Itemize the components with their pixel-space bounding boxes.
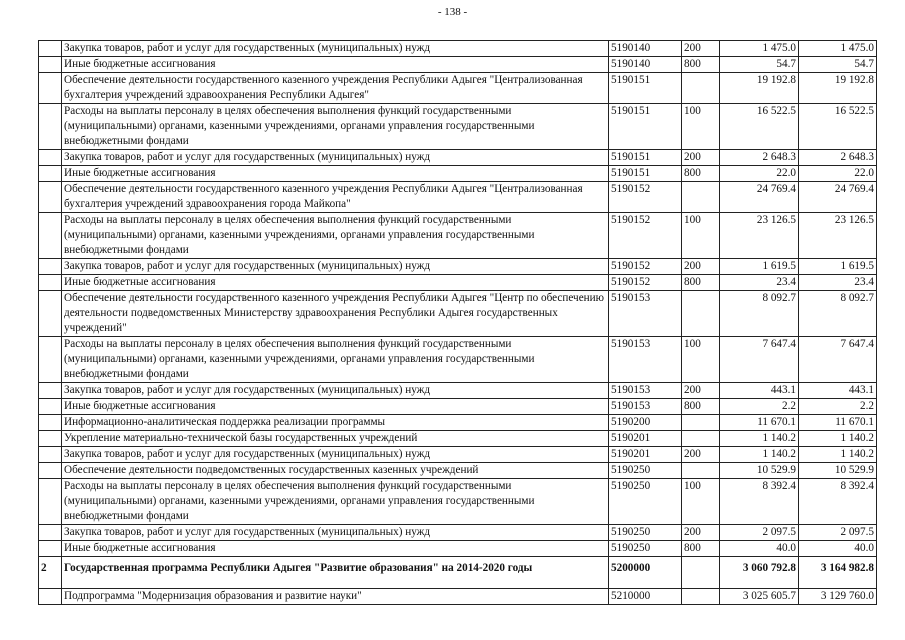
amount-year-2: 16 522.5 <box>799 104 877 150</box>
table-row <box>39 557 877 589</box>
row-number <box>39 275 62 291</box>
amount-year-2: 1 140.2 <box>799 447 877 463</box>
expense-name: Расходы на выплаты персоналу в целях обеспечения выполнения функций государственными (муниципальными) органами, казенными учреждениями, органами управления государственными внебюджетными фондами <box>62 213 609 259</box>
table-row <box>39 259 877 275</box>
expense-name: Иные бюджетные ассигнования <box>62 166 609 182</box>
expense-type-code: 800 <box>682 57 720 73</box>
expense-type-code <box>682 463 720 479</box>
table-row <box>39 291 877 337</box>
amount-year-1: 19 192.8 <box>720 73 799 104</box>
table-row <box>39 57 877 73</box>
expense-type-code <box>682 557 720 589</box>
page-number: - 138 - <box>437 6 468 18</box>
expense-type-code: 100 <box>682 337 720 383</box>
expense-name: Иные бюджетные ассигнования <box>62 57 609 73</box>
amount-year-2: 2 097.5 <box>799 525 877 541</box>
row-number <box>39 57 62 73</box>
target-article-code: 5190153 <box>609 399 682 415</box>
table-row <box>39 383 877 399</box>
expense-type-code <box>682 589 720 605</box>
amount-year-1: 16 522.5 <box>720 104 799 150</box>
table-row <box>39 525 877 541</box>
expense-type-code: 100 <box>682 479 720 525</box>
amount-year-2: 2 648.3 <box>799 150 877 166</box>
expense-type-code: 200 <box>682 150 720 166</box>
amount-year-1: 23.4 <box>720 275 799 291</box>
target-article-code: 5190201 <box>609 447 682 463</box>
expense-name: Иные бюджетные ассигнования <box>62 275 609 291</box>
target-article-code: 5190250 <box>609 525 682 541</box>
row-number <box>39 104 62 150</box>
expense-type-code <box>682 291 720 337</box>
target-article-code: 5190152 <box>609 182 682 213</box>
expense-name: Укрепление материально-технической базы государственных учреждений <box>62 431 609 447</box>
target-article-code: 5190152 <box>609 275 682 291</box>
table-row <box>39 104 877 150</box>
expense-name: Иные бюджетные ассигнования <box>62 541 609 557</box>
amount-year-1: 1 475.0 <box>720 41 799 57</box>
amount-year-2: 8 392.4 <box>799 479 877 525</box>
target-article-code: 5190153 <box>609 383 682 399</box>
amount-year-2: 24 769.4 <box>799 182 877 213</box>
expense-type-code: 800 <box>682 166 720 182</box>
amount-year-1: 54.7 <box>720 57 799 73</box>
target-article-code: 5190152 <box>609 213 682 259</box>
amount-year-1: 3 025 605.7 <box>720 589 799 605</box>
row-number <box>39 383 62 399</box>
target-article-code: 5190250 <box>609 479 682 525</box>
amount-year-1: 11 670.1 <box>720 415 799 431</box>
target-article-code: 5190152 <box>609 259 682 275</box>
table-row <box>39 275 877 291</box>
target-article-code: 5190153 <box>609 337 682 383</box>
target-article-code: 5210000 <box>609 589 682 605</box>
expense-type-code: 200 <box>682 41 720 57</box>
target-article-code: 5190201 <box>609 431 682 447</box>
amount-year-1: 2.2 <box>720 399 799 415</box>
expense-type-code: 200 <box>682 447 720 463</box>
amount-year-1: 23 126.5 <box>720 213 799 259</box>
amount-year-1: 40.0 <box>720 541 799 557</box>
row-number <box>39 431 62 447</box>
expense-name: Закупка товаров, работ и услуг для государственных (муниципальных) нужд <box>62 150 609 166</box>
expense-name: Государственная программа Республики Адыгея "Развитие образования" на 2014-2020 годы <box>62 557 609 589</box>
row-number <box>39 291 62 337</box>
expense-name: Обеспечение деятельности государственного казенного учреждения Республики Адыгея "Централизованная бухгалтерия учреждений здравоохранения города Майкопа" <box>62 182 609 213</box>
row-number <box>39 447 62 463</box>
target-article-code: 5190250 <box>609 541 682 557</box>
expense-name: Расходы на выплаты персоналу в целях обеспечения выполнения функций государственными (муниципальными) органами, казенными учреждениями, органами управления государственными внебюджетными фондами <box>62 104 609 150</box>
target-article-code: 5190151 <box>609 104 682 150</box>
expense-type-code: 100 <box>682 213 720 259</box>
target-article-code: 5190140 <box>609 57 682 73</box>
table-row <box>39 415 877 431</box>
amount-year-2: 3 164 982.8 <box>799 557 877 589</box>
expense-type-code: 800 <box>682 399 720 415</box>
amount-year-1: 22.0 <box>720 166 799 182</box>
amount-year-1: 8 392.4 <box>720 479 799 525</box>
amount-year-1: 2 648.3 <box>720 150 799 166</box>
amount-year-2: 7 647.4 <box>799 337 877 383</box>
expense-type-code: 800 <box>682 275 720 291</box>
expense-type-code <box>682 415 720 431</box>
amount-year-1: 1 619.5 <box>720 259 799 275</box>
table-row <box>39 41 877 57</box>
budget-table-body <box>39 41 877 605</box>
expense-name: Иные бюджетные ассигнования <box>62 399 609 415</box>
table-row <box>39 447 877 463</box>
table-row <box>39 431 877 447</box>
table-row <box>39 182 877 213</box>
table-row <box>39 479 877 525</box>
row-number <box>39 166 62 182</box>
expense-name: Информационно-аналитическая поддержка реализации программы <box>62 415 609 431</box>
expense-name: Закупка товаров, работ и услуг для государственных (муниципальных) нужд <box>62 525 609 541</box>
amount-year-2: 2.2 <box>799 399 877 415</box>
row-number <box>39 589 62 605</box>
row-number <box>39 337 62 383</box>
expense-type-code: 800 <box>682 541 720 557</box>
table-row <box>39 463 877 479</box>
expense-type-code: 200 <box>682 525 720 541</box>
table-row <box>39 399 877 415</box>
target-article-code: 5200000 <box>609 557 682 589</box>
amount-year-2: 54.7 <box>799 57 877 73</box>
target-article-code: 5190151 <box>609 166 682 182</box>
expense-name: Закупка товаров, работ и услуг для государственных (муниципальных) нужд <box>62 259 609 275</box>
expense-name: Обеспечение деятельности государственного казенного учреждения Республики Адыгея "Центр по обеспечению деятельности подведомственных Министерству здравоохранения Республики Адыгея государственных учреждений" <box>62 291 609 337</box>
amount-year-2: 1 619.5 <box>799 259 877 275</box>
expense-name: Расходы на выплаты персоналу в целях обеспечения выполнения функций государственными (муниципальными) органами, казенными учреждениями, органами управления государственными внебюджетными фондами <box>62 337 609 383</box>
row-number <box>39 415 62 431</box>
amount-year-2: 3 129 760.0 <box>799 589 877 605</box>
row-number <box>39 399 62 415</box>
expense-name: Расходы на выплаты персоналу в целях обеспечения выполнения функций государственными (муниципальными) органами, казенными учреждениями, органами управления государственными внебюджетными фондами <box>62 479 609 525</box>
row-number <box>39 41 62 57</box>
amount-year-2: 443.1 <box>799 383 877 399</box>
amount-year-2: 40.0 <box>799 541 877 557</box>
expense-type-code: 200 <box>682 259 720 275</box>
amount-year-1: 1 140.2 <box>720 447 799 463</box>
table-row <box>39 213 877 259</box>
expense-type-code <box>682 431 720 447</box>
amount-year-2: 10 529.9 <box>799 463 877 479</box>
amount-year-1: 8 092.7 <box>720 291 799 337</box>
amount-year-1: 443.1 <box>720 383 799 399</box>
target-article-code: 5190151 <box>609 73 682 104</box>
amount-year-2: 19 192.8 <box>799 73 877 104</box>
expense-type-code: 200 <box>682 383 720 399</box>
amount-year-2: 23 126.5 <box>799 213 877 259</box>
row-number <box>39 182 62 213</box>
amount-year-2: 1 475.0 <box>799 41 877 57</box>
amount-year-2: 22.0 <box>799 166 877 182</box>
amount-year-2: 8 092.7 <box>799 291 877 337</box>
amount-year-1: 7 647.4 <box>720 337 799 383</box>
row-number <box>39 213 62 259</box>
table-row <box>39 166 877 182</box>
amount-year-2: 1 140.2 <box>799 431 877 447</box>
expense-name: Закупка товаров, работ и услуг для государственных (муниципальных) нужд <box>62 383 609 399</box>
row-number <box>39 150 62 166</box>
expense-name: Обеспечение деятельности подведомственных государственных казенных учреждений <box>62 463 609 479</box>
row-number <box>39 479 62 525</box>
amount-year-1: 2 097.5 <box>720 525 799 541</box>
target-article-code: 5190153 <box>609 291 682 337</box>
amount-year-1: 24 769.4 <box>720 182 799 213</box>
expense-name: Подпрограмма "Модернизация образования и развитие науки" <box>62 589 609 605</box>
expense-name: Обеспечение деятельности государственного казенного учреждения Республики Адыгея "Централизованная бухгалтерия учреждений здравоохранения Республики Адыгея" <box>62 73 609 104</box>
row-number <box>39 525 62 541</box>
table-row <box>39 541 877 557</box>
amount-year-2: 11 670.1 <box>799 415 877 431</box>
row-number <box>39 541 62 557</box>
row-number <box>39 463 62 479</box>
table-row <box>39 73 877 104</box>
row-number: 2 <box>39 557 62 589</box>
amount-year-1: 1 140.2 <box>720 431 799 447</box>
budget-table <box>38 40 877 605</box>
table-row <box>39 337 877 383</box>
target-article-code: 5190250 <box>609 463 682 479</box>
table-row <box>39 150 877 166</box>
amount-year-1: 10 529.9 <box>720 463 799 479</box>
target-article-code: 5190200 <box>609 415 682 431</box>
table-row <box>39 589 877 605</box>
expense-name: Закупка товаров, работ и услуг для государственных (муниципальных) нужд <box>62 41 609 57</box>
expense-type-code: 100 <box>682 104 720 150</box>
target-article-code: 5190140 <box>609 41 682 57</box>
amount-year-1: 3 060 792.8 <box>720 557 799 589</box>
expense-name: Закупка товаров, работ и услуг для государственных (муниципальных) нужд <box>62 447 609 463</box>
row-number <box>39 73 62 104</box>
expense-type-code <box>682 182 720 213</box>
row-number <box>39 259 62 275</box>
amount-year-2: 23.4 <box>799 275 877 291</box>
expense-type-code <box>682 73 720 104</box>
target-article-code: 5190151 <box>609 150 682 166</box>
